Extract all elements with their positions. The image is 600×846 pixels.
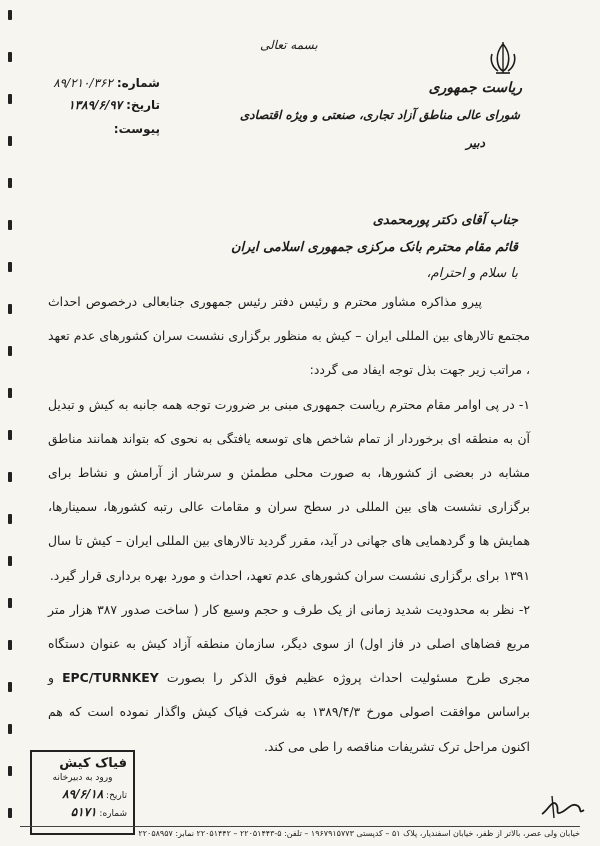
- binding-hole: [8, 472, 12, 482]
- binding-hole: [8, 304, 12, 314]
- org-secretary: دبیر: [466, 136, 485, 150]
- letterhead-footer: خیابان ولی عصر، بالاتر از ظفر، خیابان اسفندیار، پلاک ۵۱ – کدپستی ۱۹۶۷۹۱۵۷۷۳ – تلفن: ۵-۲۲۰۵۱۴۴۳ – ۲۲۰۵۱۴۴۲ نمابر: ۲۲۰۵۸۹۵۷: [20, 826, 580, 838]
- binding-hole: [8, 556, 12, 566]
- iran-emblem-icon: [486, 40, 520, 76]
- letter-number-value: ۸۹/۲۱۰/۳۶۲: [53, 76, 113, 90]
- letter-date-value: ۱۳۸۹/۶/۹۷: [68, 98, 123, 112]
- receipt-stamp: [30, 750, 135, 835]
- basmala-heading: بسمه تعالی: [260, 38, 318, 52]
- letter-attachment-label: پیوست:: [113, 122, 160, 136]
- binding-hole: [8, 808, 12, 818]
- org-council: شورای عالی مناطق آزاد تجاری، صنعتی و ویژه اقتصادی: [239, 108, 520, 122]
- letter-date-label: تاریخ:: [126, 98, 160, 112]
- stamp-number-label: شماره:: [99, 809, 127, 819]
- binding-hole: [8, 766, 12, 776]
- binding-hole: [8, 136, 12, 146]
- stamp-date-value: ۸۹/۶/۱۸: [62, 787, 104, 801]
- item-2-paragraph: [48, 593, 530, 764]
- stamp-title: فیاک کیش: [59, 756, 127, 771]
- binding-hole: [8, 388, 12, 398]
- stamp-subtitle: ورود به دبیرخانه: [52, 773, 113, 783]
- binding-hole: [8, 640, 12, 650]
- intro-paragraph: پیرو مذاکره مشاور محترم و رئیس دفتر رئیس جمهوری جنابعالی درخصوص احداث مجتمع تالارهای بین المللی ایران – کیش به منظور برگزاری نشست سران کشورهای عدم تعهد ، مراتب زیر جهت بذل توجه ایفاد می گردد:: [48, 294, 530, 378]
- signature-icon: [538, 792, 588, 822]
- binding-hole: [8, 220, 12, 230]
- stamp-date-label: تاریخ:: [106, 791, 127, 801]
- stamp-number-value: ۵۱۷۱: [70, 805, 97, 819]
- recipient-title: قائم مقام محترم بانک مرکزی جمهوری اسلامی ایران: [230, 240, 518, 255]
- binding-hole: [8, 598, 12, 608]
- binding-hole: [8, 346, 12, 356]
- binding-hole: [8, 94, 12, 104]
- item-1-paragraph: ۱- در پی اوامر مقام محترم ریاست جمهوری مبنی بر ضرورت توجه همه جانبه به کیش و تبدیل آن به منطقه ای برخوردار از تمام شاخص های توسعه یافتگی به نحوی که بتواند همانند مناطق مشابه در بعضی از کشورها، به صورت محلی مطمئن و سرشار از آرامش و نشاط برای برگزاری نشست های بین المللی در سطح سران و مقامات عالی رتبه کشورها، سمینارها، همایش ها و گردهمایی های جهانی در آید، مقرر گردید تالارهای بین المللی ایران – کیش تا سال ۱۳۹۱ برای برگزاری نشست سران کشورهای عدم تعهد، احداث و مورد بهره برداری قرار گیرد.: [48, 396, 530, 583]
- letter-number-label: شماره:: [116, 76, 160, 90]
- item-2-code: EPC/TURNKEY: [62, 670, 159, 686]
- letter-date: [40, 98, 160, 112]
- binding-holes: [8, 10, 14, 840]
- binding-hole: [8, 724, 12, 734]
- item-2-text-a: ۲- نظر به محدودیت شدید زمانی از یک طرف و حجم وسیع کار ( ساخت صدور ۳۸۷ هزار متر مربع فضاهای اصلی در فاز اول) از سوی دیگر، سازمان منطقه آزاد کیش به عنوان دستگاه مجری طرح مسئولیت احداث پروژه عظیم فوق الذکر را بصورت: [48, 601, 531, 686]
- stamp-number: [38, 805, 127, 819]
- binding-hole: [8, 682, 12, 692]
- stamp-date: [38, 787, 127, 801]
- letter-body: [48, 285, 530, 764]
- item-2-text-b: و براساس موافقت اصولی مورخ ۱۳۸۹/۴/۳ به شرکت فیاک کیش واگذار نموده است که هم اکنون مراحل ترک تشریفات مناقصه را طی می کند.: [48, 670, 530, 754]
- greeting: با سلام و احترام،: [426, 266, 518, 281]
- recipient-name: جناب آقای دکتر پورمحمدی: [372, 213, 518, 228]
- binding-hole: [8, 52, 12, 62]
- binding-hole: [8, 178, 12, 188]
- org-title: ریاست جمهوری: [428, 80, 522, 96]
- binding-hole: [8, 262, 12, 272]
- letter-attachment: [40, 122, 160, 136]
- binding-hole: [8, 10, 12, 20]
- letter-number: [40, 76, 160, 90]
- binding-hole: [8, 514, 12, 524]
- binding-hole: [8, 430, 12, 440]
